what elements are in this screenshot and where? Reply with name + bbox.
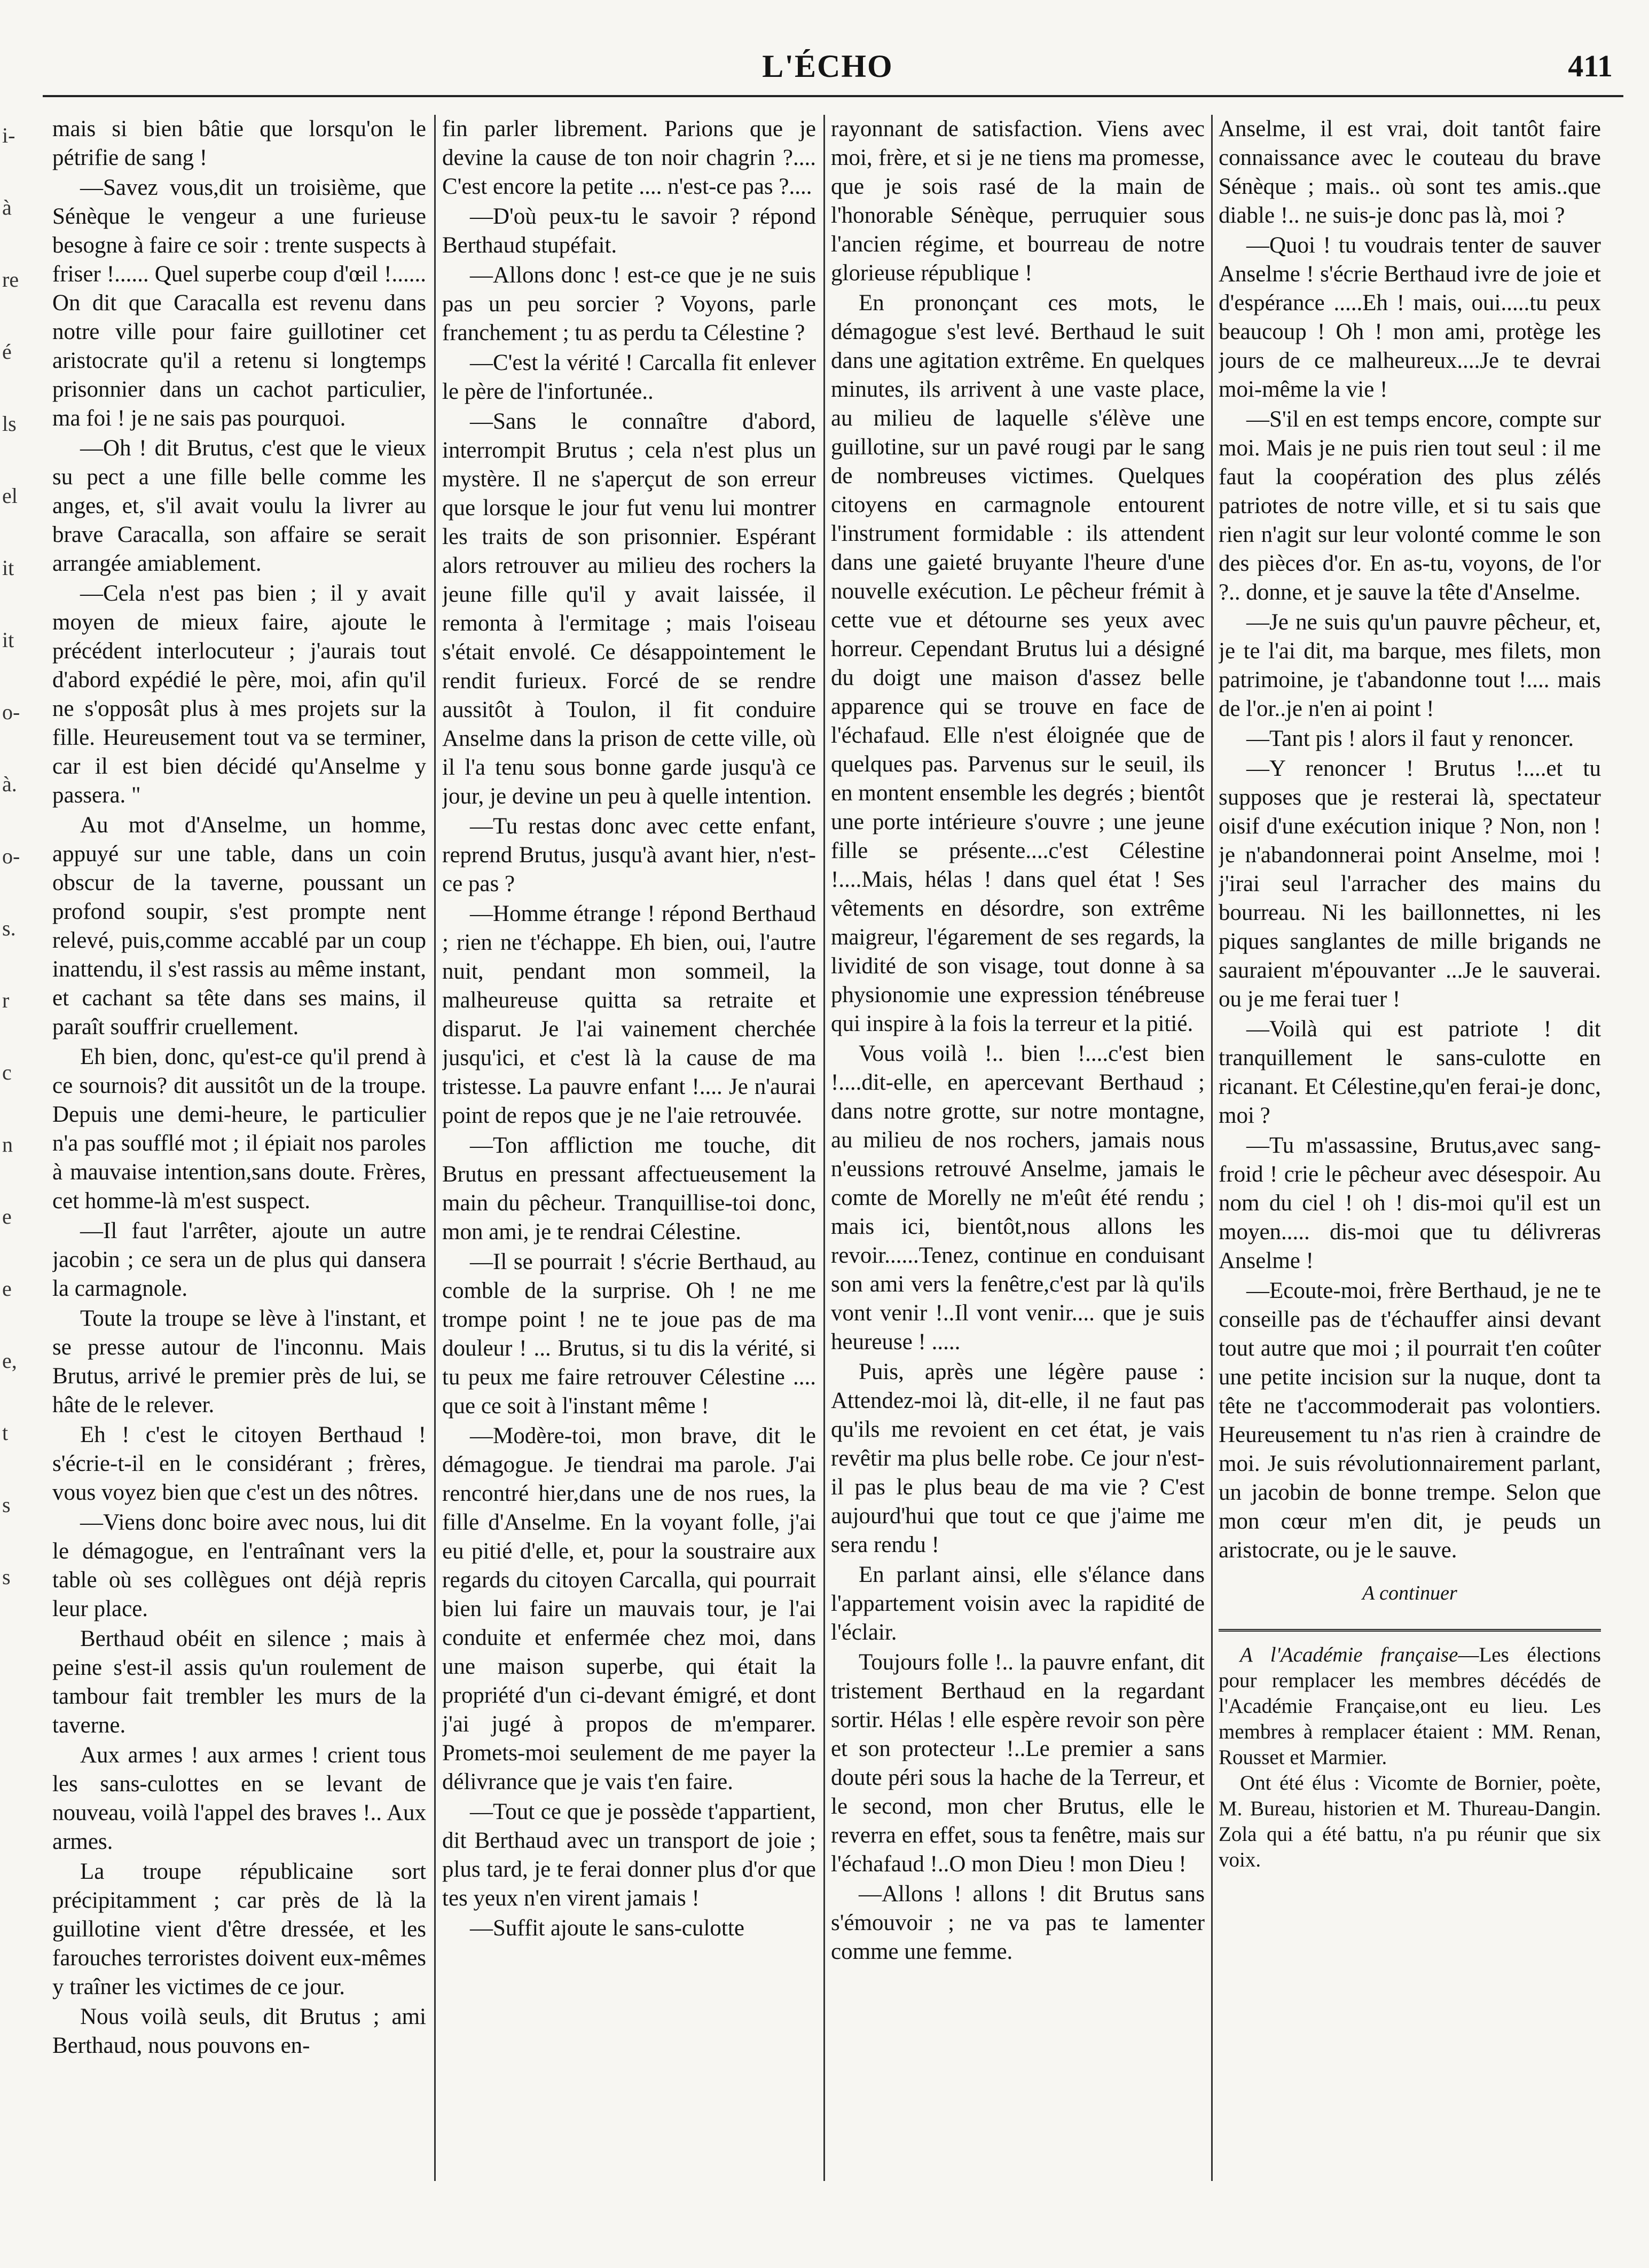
paragraph: La troupe républicaine sort précipitamment ; car près de là la guillotine vient d'être dressée, et les farouches terroristes doivent eux-mêmes y traîner les victimes de ce jour.: [52, 1859, 426, 1999]
edge-fragment: n: [2, 1132, 13, 1156]
edge-fragment: it: [2, 628, 14, 652]
paragraph: Toujours folle !.. la pauvre enfant, dit tristement Berthaud en la regardant sortir. Hélas ! elle espère revoir son père et son protecteur !..Le premier a sans doute péri sous la hache de la Terreur, et le second, mon cher Brutus, elle le reverra en effet, sous ta fenêtre, mais sur l'échafaud !..O mon Dieu ! mon Dieu !: [831, 1650, 1205, 1877]
column-4: [1219, 115, 1601, 2181]
paragraph: Berthaud obéit en silence ; mais à peine s'est-il assis qu'un roulement de tambour fait trembler les murs de la taverne.: [52, 1626, 426, 1738]
edge-fragment: el: [2, 484, 18, 508]
continuation-note: A continuer: [1362, 1582, 1457, 1604]
edge-fragment: e,: [2, 1349, 17, 1373]
page-header: [43, 43, 1613, 101]
edge-fragment: i-: [2, 123, 15, 147]
page-number: 411: [1568, 49, 1613, 83]
edge-fragment: o-: [2, 844, 20, 868]
paragraph: —Cela n'est pas bien ; il y avait moyen de mieux faire, ajoute le précédent interlocuteur ; j'aurais tout d'abord expédié le père, moi, afin qu'il ne s'opposât plus à mes projets sur la fille. Heureusement tout va se terminer, car il est bien décidé qu'Anselme y passera. ": [52, 581, 426, 808]
edge-fragment: re: [2, 267, 19, 292]
paragraph: —Homme étrange ! répond Berthaud ; rien ne t'échappe. Eh bien, oui, l'autre nuit, pendant mon sommeil, la malheureuse quitta sa retraite et disparut. Je l'ai vainement cherchée jusqu'ici, et c'est là la cause de ma tristesse. La pauvre enfant !.... Je n'aurai point de repos que je ne l'aie retrouvée.: [442, 901, 816, 1128]
edge-fragment: s.: [2, 916, 16, 940]
paragraph: —Ecoute-moi, frère Berthaud, je ne te conseille pas de t'échauffer ainsi devant tout autre que moi ; il pourrait t'en coûter une petite incision sur la nuque, dont ta tête ne t'accommoderait pas volontiers. Heureusement tu n'as rien à craindre de moi. Je suis révolutionnairement parlant, un jacobin de bonne trempe. Selon que mon cœur m'en dit, je peuds un aristocrate, ou je le sauve.: [1219, 1278, 1601, 1563]
news-lead: A l'Académie française: [1240, 1643, 1458, 1666]
edge-fragment: ls: [2, 412, 17, 436]
paragraph: —C'est la vérité ! Carcalla fit enlever le père de l'infortunée..: [442, 350, 816, 404]
news-text: —Les élections pour remplacer les membres décédés de l'Académie Française,ont eu lieu. Les membres à remplacer étaient : MM. Renan, Rousset et Marmier.: [1219, 1643, 1601, 1769]
paragraph: —Savez vous,dit un troisième, que Sénèque le vengeur a une furieuse besogne à faire ce soir : trente suspects à friser !...... Quel superbe coup d'œil !...... On dit que Caracalla est revenu dans notre ville pour faire guillotiner cet aristocrate qu'il a retenu si longtemps prisonnier dans un cachot particulier, ma foi ! je ne sais pas pourquoi.: [52, 175, 426, 431]
paragraph: —Je ne suis qu'un pauvre pêcheur, et, je te l'ai dit, ma barque, mes filets, mon patrimoine, je t'abandonne tout !.... mais de l'or..je n'en ai point !: [1219, 610, 1601, 721]
paragraph: —Quoi ! tu voudrais tenter de sauver Anselme ! s'écrie Berthaud ivre de joie et d'espérance .....Eh ! mais, oui.....tu peux beaucoup ! Oh ! mon ami, protège les jours de ce malheureux....Je te devrai moi-même la vie !: [1219, 233, 1601, 402]
edge-fragment: à.: [2, 772, 17, 796]
paragraph: rayonnant de satisfaction. Viens avec moi, frère, et si je ne tiens ma promesse, que je sois rasé de la main de l'honorable Sénèque, perruquier sous l'ancien régime, et bourreau de notre glorieuse république !: [831, 116, 1205, 286]
edge-fragment: é: [2, 340, 12, 364]
paragraph: —Tu m'assassine, Brutus,avec sang-froid ! crie le pêcheur avec désespoir. Au nom du ciel ! oh ! dis-moi qu'il est un moyen..... dis-moi que tu délivreras Anselme !: [1219, 1133, 1601, 1273]
news-brief: [1219, 1642, 1601, 1873]
edge-fragment: c: [2, 1060, 12, 1084]
paragraph: —Ton affliction me touche, dit Brutus en pressant affectueusement la main du pêcheur. Tranquillise-toi donc, mon ami, je te rendrai Célestine.: [442, 1133, 816, 1245]
paragraph: mais si bien bâtie que lorsqu'on le pétrifie de sang !: [52, 116, 426, 170]
paragraph: —Viens donc boire avec nous, lui dit le démagogue, en l'entraînant vers la table où ses collègues ont déjà repris leur place.: [52, 1510, 426, 1621]
edge-fragment: e: [2, 1204, 12, 1228]
left-edge-fragments: [0, 123, 21, 1724]
paragraph: Eh bien, donc, qu'est-ce qu'il prend à ce sournois? dit aussitôt un de la troupe. Depuis une demi-heure, le particulier n'a pas soufflé mot ; il épiait nos paroles à mauvaise intention,sans doute. Frères, cet homme-là m'est suspect.: [52, 1044, 426, 1214]
column-3: [831, 115, 1205, 2181]
paragraph: —Sans le connaître d'abord, interrompit Brutus ; cela n'est plus un mystère. Il ne s'aperçut de son erreur que lorsque le jour fut venu lui montrer les traits de son prisonnier. Espérant alors retrouver au milieu des rochers la jeune fille qu'il y avait laissée, il remonta à l'ermitage ; mais l'oiseau s'était envolé. Ce désappointement le rendit furieux. Forcé de se rendre aussitôt à Toulon, il fit conduire Anselme dans la prison de cette ville, où il l'a tenu sous bonne garde jusqu'à ce jour, je devine un peu à quelle intention.: [442, 409, 816, 809]
section-separator: [1219, 1629, 1601, 1634]
paragraph: Au mot d'Anselme, un homme, appuyé sur une table, dans un coin obscur de la taverne, poussant un profond soupir, s'est prompte nent relevé, puis,comme accablé par un coup inattendu, il s'est rassis au même instant, et cachant sa tête dans ses mains, il paraît souffrir cruellement.: [52, 813, 426, 1040]
column-divider: [434, 115, 436, 2181]
paragraph: —Tu restas donc avec cette enfant, reprend Brutus, jusqu'à avant hier, n'est-ce pas ?: [442, 814, 816, 896]
paragraph: —Il faut l'arrêter, ajoute un autre jacobin ; ce sera un de plus qui dansera la carmagnole.: [52, 1218, 426, 1301]
column-divider: [823, 115, 825, 2181]
header-rule: [43, 95, 1623, 97]
newspaper-title: L'ÉCHO: [762, 49, 893, 84]
paragraph: fin parler librement. Parions que je devine la cause de ton noir chagrin ?.... C'est encore la petite .... n'est-ce pas ?....: [442, 116, 816, 199]
paragraph: —S'il en est temps encore, compte sur moi. Mais je ne puis rien tout seul : il me faut la coopération des plus zélés patriotes de notre ville, et si tu sais que rien n'agit sur leur volonté comme le son des pièces d'or. En as-tu, voyons, de l'or ?.. donne, et je sauve la tête d'Anselme.: [1219, 407, 1601, 605]
paragraph: En parlant ainsi, elle s'élance dans l'appartement voisin avec la rapidité de l'éclair.: [831, 1562, 1205, 1645]
paragraph: —Y renoncer ! Brutus !....et tu supposes que je resterai là, spectateur oisif d'une exécution inique ? Non, non ! je n'abandonnerai point Anselme, moi ! j'irai seul l'arracher des mains du bourreau. Ni les baillonnettes, ni les piques sanglantes de mille brigands ne sauraient m'épouvanter ...Je le sauverai. ou je me ferai tuer !: [1219, 756, 1601, 1012]
paragraph: —Suffit ajoute le sans-culotte: [470, 1916, 744, 1941]
paragraph: Anselme, il est vrai, doit tantôt faire connaissance avec le couteau du brave Sénèque ; mais.. où sont tes amis..que diable !.. ne suis-je donc pas là, moi ?: [1219, 116, 1601, 228]
news-text-2: Ont été élus : Vicomte de Bornier, poète, M. Bureau, historien et M. Thureau-Dangin. Zola qui a été battu, n'a pu réunir que six voix.: [1219, 1771, 1601, 1871]
column-1: [52, 115, 426, 2181]
paragraph: Aux armes ! aux armes ! crient tous les sans-culottes en se levant de nouveau, voilà l'appel des braves !.. Aux armes.: [52, 1743, 426, 1854]
paragraph: —Tant pis ! alors il faut y renoncer.: [1246, 726, 1574, 751]
edge-fragment: s: [2, 1565, 11, 1589]
edge-fragment: r: [2, 988, 10, 1012]
edge-fragment: à: [2, 195, 12, 219]
edge-fragment: o-: [2, 700, 20, 724]
paragraph: —Modère-toi, mon brave, dit le démagogue. Je tiendrai ma parole. J'ai rencontré hier,dans une de nos rues, la fille d'Anselme. En la voyant folle, j'ai eu pitié d'elle, et, pour la soustraire aux regards du citoyen Carcalla, qui pourrait bien lui faire un mauvais tour, je l'ai conduite et enfermée chez moi, dans une maison superbe, qui était la propriété d'un ci-devant émigré, et dont j'ai jugé à propos de m'emparer. Promets-moi seulement de me payer la délivrance que je vais t'en faire.: [442, 1423, 816, 1794]
paragraph: —Oh ! dit Brutus, c'est que le vieux su pect a une fille belle comme les anges, et, s'il avait voulu la livrer au brave Caracalla, son affaire se serait arrangée amiablement.: [52, 436, 426, 576]
paragraph: Vous voilà !.. bien !....c'est bien !....dit-elle, en apercevant Berthaud ; dans notre grotte, sur notre montagne, au milieu de nos rochers, jamais nous n'eussions retrouvé Anselme, jamais le comte de Morelly ne m'eût été rendu ; mais ici, bientôt,nous allons les revoir......Tenez, continue en conduisant son ami vers la fenêtre,c'est par là qu'ils vont venir !..Il vont venir.... que je suis heureuse ! .....: [831, 1041, 1205, 1354]
edge-fragment: it: [2, 556, 14, 580]
paragraph: —Allons donc ! est-ce que je ne suis pas un peu sorcier ? Voyons, parle franchement ; tu as perdu ta Célestine ?: [442, 263, 816, 345]
paragraph: —Tout ce que je possède t'appartient, dit Berthaud avec un transport de joie ; plus tard, je te ferai donner plus d'or que tes yeux n'en virent jamais !: [442, 1799, 816, 1911]
edge-fragment: e: [2, 1277, 12, 1301]
edge-fragment: t: [2, 1421, 9, 1445]
paragraph: —D'où peux-tu le savoir ? répond Berthaud stupéfait.: [442, 204, 816, 258]
column-2: [442, 115, 816, 2181]
edge-fragment: s: [2, 1493, 11, 1517]
paragraph: En prononçant ces mots, le démagogue s'est levé. Berthaud le suit dans une agitation extrême. En quelques minutes, ils arrivent à une vaste place, au milieu de laquelle s'élève une guillotine, sur un pavé rougi par le sang de nombreuses victimes. Quelques citoyens en carmagnole entourent l'instrument formidable : ils attendent dans une gaieté bruyante l'heure d'une nouvelle exécution. Le pêcheur frémit à cette vue et détourne ses yeux avec horreur. Cependant Brutus lui a désigné du doigt une maison d'assez belle apparence qui se trouve en face de l'échafaud. Elle n'est éloignée que de quelques pas. Parvenus sur le seuil, ils en montent ensemble les degrés ; bientôt une porte intérieure s'ouvre ; une jeune fille se présente....c'est Célestine !....Mais, hélas ! dans quel état ! Ses vêtements en désordre, son extrême maigreur, l'égarement de ses regards, la lividité de son visage, tout donne à sa physionomie une expression ténébreuse qui inspire à la fois la terreur et la pitié.: [831, 290, 1205, 1036]
paragraph: Puis, après une légère pause : Attendez-moi là, dit-elle, il ne faut pas qu'ils me revoient en cet état, je vais revêtir ma plus belle robe. Ce jour n'est-il pas le plus beau de ma vie ? C'est aujourd'hui que tout ce que j'aime me sera rendu !: [831, 1359, 1205, 1557]
column-4-text: [1219, 115, 1601, 1565]
paragraph: Nous voilà seuls, dit Brutus ; ami Berthaud, nous pouvons en-: [52, 2004, 426, 2058]
paragraph: —Allons ! allons ! dit Brutus sans s'émouvoir ; ne va pas te lamenter comme une femme.: [831, 1881, 1205, 1964]
paragraph: Eh ! c'est le citoyen Berthaud ! s'écrie-t-il en le considérant ; frères, vous voyez bien que c'est un des nôtres.: [52, 1422, 426, 1505]
column-divider: [1211, 115, 1213, 2181]
paragraph: —Il se pourrait ! s'écrie Berthaud, au comble de la surprise. Oh ! ne me trompe point ! ne te joue pas de ma douleur ! ... Brutus, si tu dis la vérité, si tu peux me faire retrouver Célestine .... que ce soit à l'instant même !: [442, 1249, 816, 1419]
paragraph: Toute la troupe se lève à l'instant, et se presse autour de l'inconnu. Mais Brutus, arrivé le premier près de lui, se hâte de le relever.: [52, 1306, 426, 1418]
paragraph: —Voilà qui est patriote ! dit tranquillement le sans-culotte en ricanant. Et Célestine,qu'en ferai-je donc, moi ?: [1219, 1017, 1601, 1128]
